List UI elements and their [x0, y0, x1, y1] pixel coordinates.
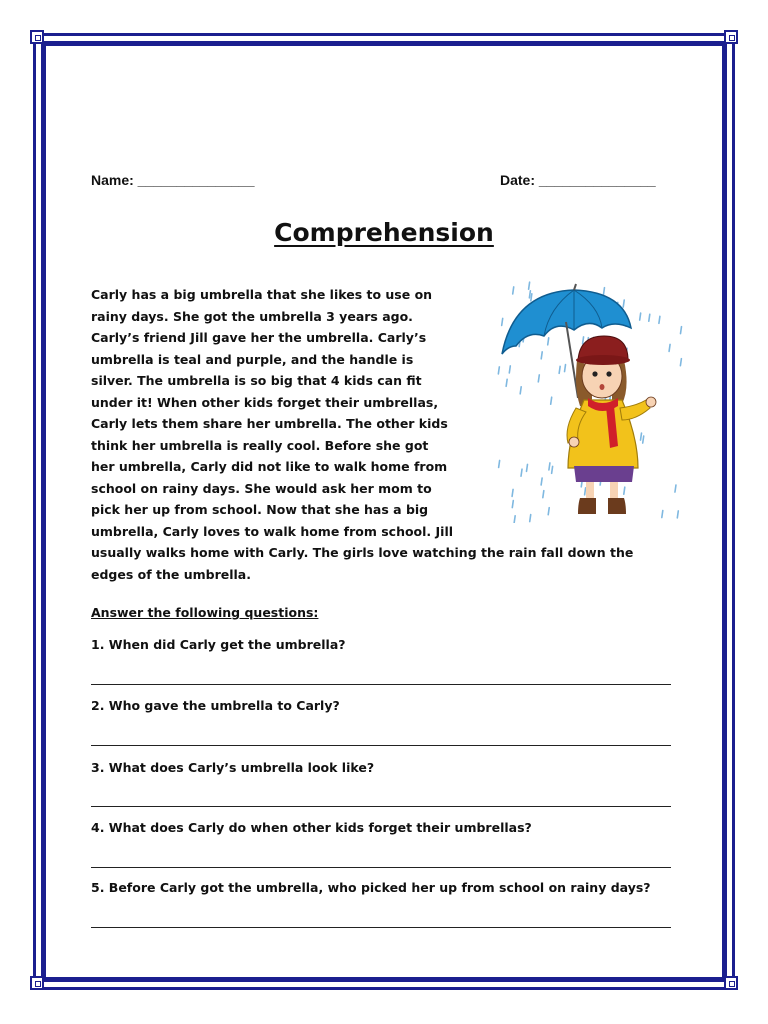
- rain-drop: [514, 516, 515, 523]
- rain-drop: [531, 294, 532, 301]
- rain-drop: [677, 511, 678, 518]
- rain-drop: [680, 359, 681, 366]
- rain-drop: [640, 313, 641, 320]
- story-line: umbrella, Carly loves to walk home from school. Jill: [91, 523, 454, 539]
- rain-drop: [502, 318, 503, 325]
- rain-drop: [649, 314, 650, 321]
- answer-line-1[interactable]: [91, 684, 671, 685]
- story-line: umbrella is teal and purple, and the handle is: [91, 351, 414, 367]
- question-2: 2. Who gave the umbrella to Carly?: [91, 698, 340, 713]
- rain-drop: [583, 337, 584, 344]
- rain-drop: [548, 508, 549, 515]
- rain-drop: [509, 366, 510, 373]
- name-field: Name: _______________: [91, 172, 255, 188]
- questions-heading: Answer the following questions:: [91, 605, 319, 620]
- rain-drop: [512, 489, 513, 496]
- story-line: silver. The umbrella is so big that 4 kids can fit: [91, 373, 422, 388]
- rain-drop: [543, 491, 544, 498]
- rain-drop: [513, 287, 514, 294]
- story-line: usually walks home with Carly. The girls love watching the rain fall down the: [91, 545, 634, 560]
- story-line: Carly lets them share her umbrella. The other kids: [91, 416, 448, 431]
- story-line: pick her up from school. Now that she has a big: [91, 502, 429, 517]
- rain-drop: [526, 464, 527, 471]
- rain-drop: [520, 387, 521, 394]
- story-line: Carly’s friend Jill gave her the umbrella. Carly’s: [91, 330, 427, 345]
- border-corner-bottom-right: [724, 976, 738, 990]
- rain-drop: [538, 375, 539, 382]
- rain-drop: [512, 501, 513, 508]
- rain-drop: [623, 300, 624, 307]
- rain-drop: [499, 460, 500, 467]
- rain-drop: [506, 379, 507, 386]
- story-line: her umbrella, Carly did not like to walk home from: [91, 459, 448, 474]
- girl-boots: [578, 498, 596, 514]
- question-1: 1. When did Carly get the umbrella?: [91, 637, 346, 652]
- rain-drop: [551, 397, 552, 404]
- rain-drop: [659, 316, 660, 323]
- rain-drop: [565, 365, 566, 372]
- question-3: 3. What does Carly’s umbrella look like?: [91, 760, 375, 775]
- answer-line-4[interactable]: [91, 867, 671, 868]
- story-line: under it! When other kids forget their umbrellas,: [91, 394, 439, 410]
- story-line: school on rainy days. She would ask her mom to: [91, 480, 432, 496]
- answer-line-3[interactable]: [91, 806, 671, 807]
- border-corner-top-left: [30, 30, 44, 44]
- story-line: Carly has a big umbrella that she likes to use on: [91, 287, 433, 302]
- story-line: think her umbrella is really cool. Before she got: [91, 437, 429, 453]
- rain-drop: [521, 469, 522, 476]
- story-line: rainy days. She got the umbrella 3 years ago.: [91, 308, 413, 324]
- rain-drop: [675, 485, 676, 492]
- rain-drop: [530, 515, 531, 522]
- rain-drop: [548, 338, 549, 345]
- rain-drop: [669, 344, 670, 351]
- rain-drop: [541, 478, 542, 485]
- rain-drop: [643, 436, 644, 443]
- rain-drop: [529, 282, 530, 289]
- umbrella-handle: [574, 284, 576, 290]
- rain-drop: [640, 433, 641, 440]
- rain-drop: [624, 487, 625, 494]
- border-corner-top-right: [724, 30, 738, 44]
- answer-line-5[interactable]: [91, 927, 671, 928]
- question-4: 4. What does Carly do when other kids forget their umbrellas?: [91, 820, 532, 835]
- rain-drop: [680, 327, 681, 334]
- story-line: edges of the umbrella.: [91, 566, 251, 582]
- date-field: Date: _______________: [500, 172, 656, 188]
- rain-drop: [559, 366, 560, 373]
- rain-drop: [549, 463, 550, 470]
- page-title-text: Comprehension: [274, 218, 494, 247]
- page-title: [0, 218, 768, 247]
- rain-drop: [603, 288, 604, 295]
- rain-drop: [541, 352, 542, 359]
- answer-line-2[interactable]: [91, 745, 671, 746]
- rain-drop: [498, 367, 499, 374]
- rain-drop: [552, 466, 553, 473]
- rain-drop: [662, 511, 663, 518]
- girl-umbrella-illustration: [494, 278, 694, 523]
- rain-drop: [529, 291, 530, 298]
- rain-drop: [585, 488, 586, 495]
- border-corner-bottom-left: [30, 976, 44, 990]
- question-5: 5. Before Carly got the umbrella, who picked her up from school on rainy days?: [91, 880, 651, 895]
